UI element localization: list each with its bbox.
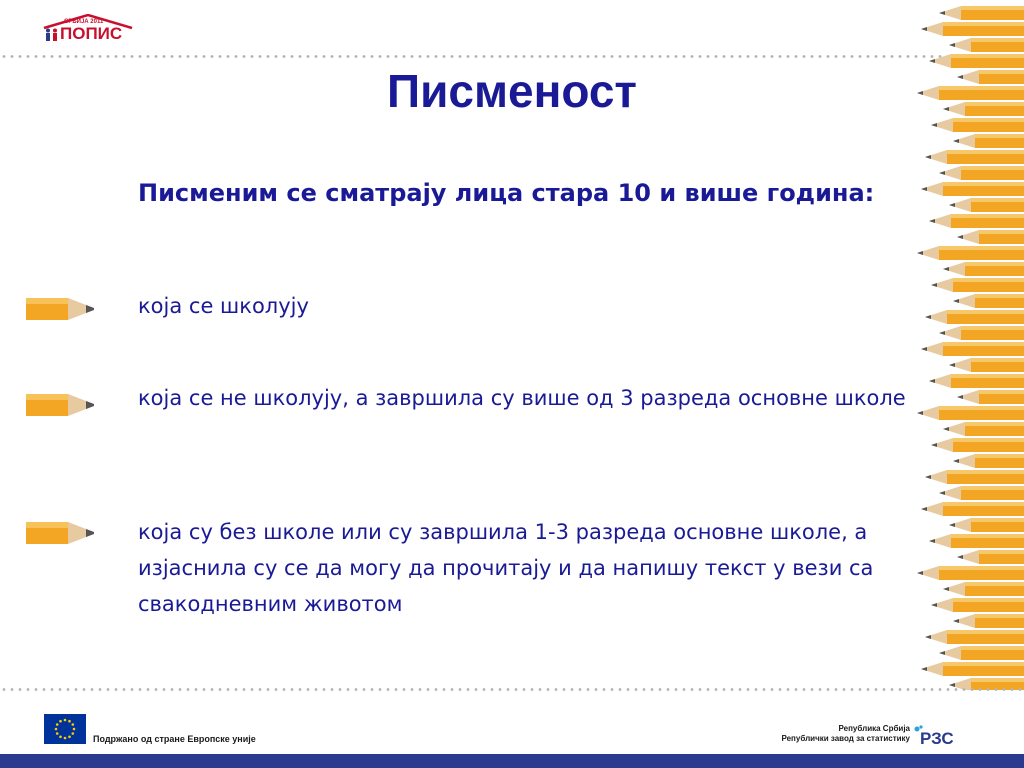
eu-star	[56, 723, 59, 726]
decorative-pencil	[953, 294, 1024, 308]
decorative-pencil	[931, 598, 1024, 612]
rzs-line2: Републички завод за статистику	[781, 734, 910, 743]
rzs-logo-text: РЗС	[920, 729, 954, 748]
logo-big-text: ПОПИС	[60, 24, 123, 43]
decorative-pencil	[939, 646, 1024, 660]
decorative-pencil	[921, 502, 1024, 516]
eu-support-text: Подржано од стране Европске уније	[93, 734, 256, 744]
decorative-pencil	[953, 614, 1024, 628]
decorative-pencil	[931, 438, 1024, 452]
eu-star	[73, 728, 76, 731]
eu-star	[59, 735, 62, 738]
decorative-pencil	[917, 86, 1024, 100]
decorative-pencil	[929, 374, 1024, 388]
eu-star	[64, 737, 67, 740]
decorative-pencil	[921, 182, 1024, 196]
decorative-pencil	[957, 390, 1024, 404]
eu-star	[64, 719, 67, 722]
decorative-pencil	[917, 406, 1024, 420]
decorative-pencil	[953, 134, 1024, 148]
decorative-pencil	[949, 198, 1024, 212]
list-item: која се школују	[138, 294, 309, 318]
decorative-pencil	[929, 214, 1024, 228]
decorative-pencil	[921, 22, 1024, 36]
decorative-pencil	[949, 358, 1024, 372]
logo-small-text: СРБИЈА 2011	[64, 19, 104, 25]
decorative-pencil	[925, 310, 1024, 324]
decorative-pencil	[925, 630, 1024, 644]
dotted-divider-top	[0, 55, 990, 58]
pencil-stack-decoration	[905, 0, 1024, 690]
decorative-pencil	[921, 342, 1024, 356]
eu-flag-icon	[44, 714, 86, 744]
census-logo	[42, 14, 134, 44]
decorative-pencil	[925, 470, 1024, 484]
decorative-pencil	[939, 6, 1024, 20]
decorative-pencil	[957, 550, 1024, 564]
rzs-logo	[912, 724, 982, 748]
decorative-pencil	[931, 278, 1024, 292]
decorative-pencil	[949, 518, 1024, 532]
slide-title: Писменост	[387, 65, 637, 117]
decorative-pencil	[929, 534, 1024, 548]
footer-bar	[0, 754, 1024, 768]
people-icon	[44, 28, 60, 42]
decorative-pencil	[931, 118, 1024, 132]
decorative-pencil	[943, 262, 1024, 276]
rzs-caption	[760, 724, 910, 744]
list-item: која су без школе или су завршила 1-3 разреда основне школе, а изјаснила су се да могу да прочитају и да напишу текст у вези са свакодневним животом	[138, 520, 874, 616]
list-item: која се не школују, а завршила су више од 3 разреда основне школе	[138, 386, 906, 410]
slide-subtitle: Писменим се сматрају лица стара 10 и више година:	[138, 179, 875, 207]
rzs-line1: Република Србија	[838, 724, 910, 733]
decorative-pencil	[949, 38, 1024, 52]
eu-star	[68, 735, 71, 738]
decorative-pencil	[917, 566, 1024, 580]
decorative-pencil	[957, 230, 1024, 244]
decorative-pencil	[943, 102, 1024, 116]
decorative-pencil	[953, 454, 1024, 468]
pencil-icon	[24, 520, 98, 546]
decorative-pencil	[921, 662, 1024, 676]
eu-star	[71, 732, 74, 735]
eu-star	[56, 732, 59, 735]
decorative-pencil	[957, 70, 1024, 84]
decorative-pencil	[939, 326, 1024, 340]
decorative-pencil	[943, 582, 1024, 596]
decorative-pencil	[917, 246, 1024, 260]
decorative-pencil	[929, 54, 1024, 68]
pencil-icon	[24, 392, 98, 418]
decorative-pencil	[939, 486, 1024, 500]
dotted-divider-bottom	[0, 688, 1024, 691]
decorative-pencil	[943, 422, 1024, 436]
eu-star	[71, 723, 74, 726]
decorative-pencil	[939, 166, 1024, 180]
eu-star	[59, 720, 62, 723]
decorative-pencil	[925, 150, 1024, 164]
pencil-icon	[24, 296, 98, 322]
eu-star	[55, 728, 58, 731]
eu-star	[68, 720, 71, 723]
